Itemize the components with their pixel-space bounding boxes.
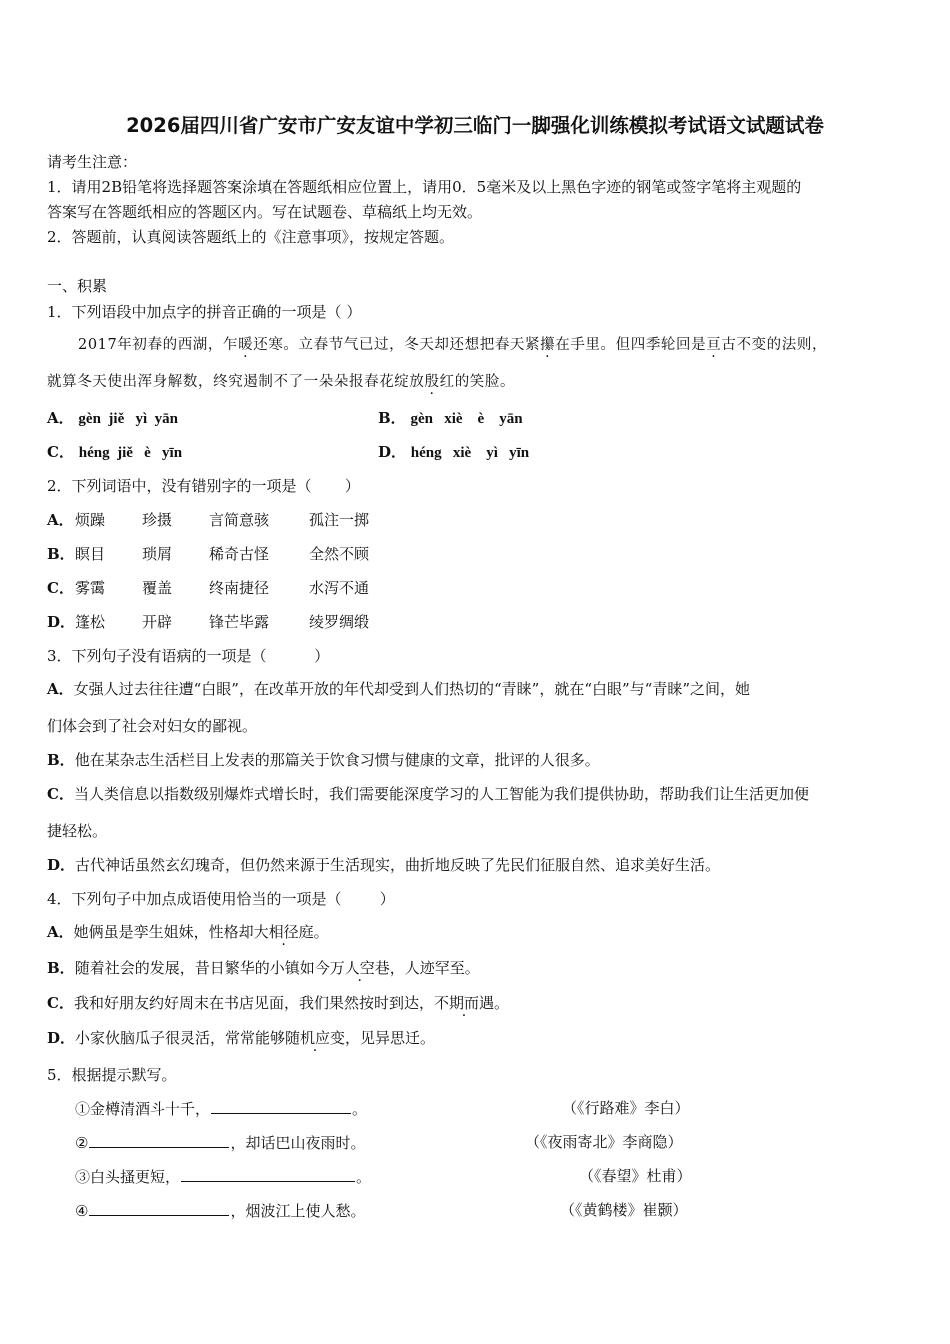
- question-number: 3．: [47, 647, 72, 665]
- fill-blank[interactable]: [89, 1200, 229, 1216]
- q3-option-c-line-1: [47, 784, 809, 804]
- option-text: 当人类信息以指数级别爆炸式增长时，我们需要能深度学习的人工智能为我们提供协助，帮助我们让生活更加便: [73, 785, 809, 803]
- option-label: C．: [47, 443, 74, 461]
- option-text: 古代神话虽然玄幻瑰奇，但仍然来源于生活现实，曲折地反映了先民们征服自然、追求美好生活。: [75, 856, 721, 874]
- q2-d-word-1: 篷松: [75, 613, 106, 631]
- q3-option-d: [47, 855, 720, 875]
- option-label: D．: [47, 1029, 76, 1047]
- question-stem: 下列语段中加点字的拼音正确的一项是（ ）: [71, 303, 362, 321]
- dotted-char: 暖: [238, 337, 254, 353]
- fill-blank[interactable]: [89, 1132, 229, 1148]
- poem-text: ③白头搔更短，: [75, 1168, 181, 1186]
- question-4: [47, 889, 395, 909]
- q2-b-word-4: 全然不顾: [309, 545, 370, 563]
- dotted-char: 殷: [424, 374, 440, 390]
- fill-blank[interactable]: [181, 1166, 355, 1182]
- poem-text: ②: [75, 1134, 89, 1152]
- q1-option-b: [378, 408, 523, 429]
- option-label: C．: [47, 579, 74, 597]
- q2-d-word-3: 锋芒毕露: [209, 613, 270, 631]
- option-text: 我和好朋友约好周末在书店见面，我们果然按时到达，: [73, 994, 434, 1012]
- notice-item-1-line-1: 1．请用2B铅笔将选择题答案涂填在答题纸相应位置上，请用0．5毫米及以上黑色字迹的钢笔或签字笔将主观题的: [47, 178, 802, 196]
- option-text: 随着社会的发展，昔日繁华的小镇如今: [74, 959, 330, 977]
- q2-option-c: [47, 578, 74, 598]
- question-5: [47, 1065, 177, 1085]
- poem-text: ④: [75, 1202, 89, 1220]
- option-label: C．: [47, 994, 74, 1012]
- q2-c-word-3: 终南捷径: [209, 579, 270, 597]
- poem-text: 。: [352, 1100, 368, 1118]
- q5-line-3-source: （《春望》杜甫）: [579, 1167, 692, 1185]
- q1-passage-line-2: [47, 372, 515, 392]
- q5-line-4-source: （《黄鹤楼》崔颢）: [560, 1201, 688, 1219]
- option-label: D．: [378, 443, 407, 461]
- page-title: 2026届四川省广安市广安友谊中学初三临门一脚强化训练模拟考试语文试题试卷: [126, 114, 824, 137]
- option-text: 。: [313, 923, 329, 941]
- q5-line-1-source: （《行路难》李白）: [562, 1099, 690, 1117]
- dotted-idiom: 不期而遇: [433, 994, 494, 1012]
- option-label: B．: [47, 545, 75, 563]
- question-number: 4．: [47, 890, 72, 908]
- option-label: C．: [47, 785, 74, 803]
- q1-option-c: [47, 442, 182, 463]
- q1-option-a: [47, 408, 178, 429]
- option-text: gèn xiè è yān: [410, 411, 523, 427]
- passage-text: 2017年初春的西湖，乍: [78, 337, 239, 353]
- passage-text: 就算冬天使出浑身解数，终究遏制不了一朵朵报春花绽放: [47, 374, 425, 390]
- q4-option-a: [47, 922, 329, 942]
- notice-item-2: 2．答题前，认真阅读答题纸上的《注意事项》，按规定答题。: [47, 228, 455, 246]
- q2-c-word-1: 雾霭: [75, 579, 106, 597]
- question-stem: 根据提示默写。: [71, 1066, 177, 1084]
- q4-option-d: [47, 1028, 435, 1048]
- section-heading: 一、积累: [47, 277, 108, 295]
- q2-b-word-3: 稀奇古怪: [209, 545, 270, 563]
- question-number: 1．: [47, 303, 72, 321]
- question-2: [47, 476, 360, 496]
- q4-option-c: [47, 993, 509, 1013]
- passage-text: 红的笑脸。: [439, 374, 516, 390]
- notice-item-1-line-2: 答案写在答题纸相应的答题区内。写在试题卷、草稿纸上均无效。: [47, 203, 483, 221]
- q1-option-d: [378, 442, 529, 463]
- q2-a-word-1: 烦躁: [75, 511, 106, 529]
- dotted-idiom: 大相径庭: [253, 923, 314, 941]
- notice-heading: 请考生注意：: [47, 153, 138, 171]
- poem-text: ①金樽清酒斗十千，: [75, 1100, 211, 1118]
- option-label: B．: [47, 959, 75, 977]
- poem-text: ，却话巴山夜雨时。: [230, 1134, 366, 1152]
- question-number: 2．: [47, 477, 72, 495]
- q2-a-word-2: 珍摄: [142, 511, 173, 529]
- option-text: 。: [493, 994, 509, 1012]
- option-text: 女强人过去往往遭“白眼”，在改革开放的年代却受到人们热切的“青睐”，就在“白眼”与“青睐”之间，她: [73, 680, 750, 698]
- fill-blank[interactable]: [211, 1098, 351, 1114]
- option-label: B．: [378, 409, 406, 427]
- dotted-char: 攥: [540, 337, 556, 353]
- option-label: D．: [47, 613, 76, 631]
- dotted-idiom: 万人空巷: [329, 959, 390, 977]
- option-text: gèn jiě yì yān: [78, 411, 179, 427]
- question-stem: 下列句子没有语病的一项是（ ）: [71, 647, 330, 665]
- q2-d-word-4: 绫罗绸缎: [309, 613, 370, 631]
- q2-b-word-2: 琐屑: [142, 545, 173, 563]
- option-label: A．: [47, 409, 74, 427]
- q2-a-word-3: 言简意骇: [209, 511, 270, 529]
- question-number: 5．: [47, 1066, 72, 1084]
- q2-a-word-4: 孤注一掷: [309, 511, 370, 529]
- option-text: héng jiě è yīn: [78, 445, 183, 461]
- q3-option-a-line-2: 们体会到了社会对妇女的鄙视。: [47, 717, 258, 735]
- option-text: ，见异思迁。: [345, 1029, 436, 1047]
- q2-c-word-4: 水泻不通: [309, 579, 370, 597]
- dotted-char: 亘: [706, 337, 722, 353]
- question-3: [47, 646, 329, 666]
- option-text: 她俩虽是孪生姐妹，性格却: [73, 923, 254, 941]
- q5-line-4: [75, 1200, 365, 1221]
- poem-text: 。: [356, 1168, 372, 1186]
- q5-line-2: [75, 1132, 365, 1153]
- q1-passage-line-1: [78, 335, 827, 355]
- passage-text: 在手里。但四季轮回是: [555, 337, 707, 353]
- question-stem: 下列词语中，没有错别字的一项是（ ）: [71, 477, 360, 495]
- passage-text: 还寒。立春节气已过，冬天却还想把春天紧: [253, 337, 541, 353]
- q5-line-1: [75, 1098, 367, 1119]
- question-1: [47, 302, 361, 322]
- q2-option-b: [47, 544, 75, 564]
- q2-option-a: [47, 510, 74, 530]
- option-label: D．: [47, 856, 76, 874]
- q3-option-a-line-1: [47, 679, 750, 699]
- option-label: A．: [47, 923, 74, 941]
- q3-option-c-line-2: 捷轻松。: [47, 822, 108, 840]
- option-label: A．: [47, 680, 74, 698]
- q2-b-word-1: 瞑目: [75, 545, 106, 563]
- passage-text: 古不变的法则，: [721, 337, 828, 353]
- q4-option-b: [47, 958, 480, 978]
- question-stem: 下列句子中加点成语使用恰当的一项是（ ）: [71, 890, 395, 908]
- q3-option-b: [47, 750, 600, 770]
- q5-line-3: [75, 1166, 371, 1187]
- option-text: 他在某杂志生活栏目上发表的那篇关于饮食习惯与健康的文章，批评的人很多。: [74, 751, 600, 769]
- poem-text: ，烟波江上使人愁。: [230, 1202, 366, 1220]
- option-label: B．: [47, 751, 75, 769]
- option-text: héng xiè yì yīn: [410, 445, 530, 461]
- q2-d-word-2: 开辟: [142, 613, 173, 631]
- option-label: A．: [47, 511, 74, 529]
- q2-option-d: [47, 612, 75, 632]
- option-text: 小家伙脑瓜子很灵活，常常能够: [75, 1029, 286, 1047]
- option-text: ，人迹罕至。: [389, 959, 480, 977]
- q5-line-2-source: （《夜雨寄北》李商隐）: [525, 1133, 683, 1151]
- dotted-idiom: 随机应变: [285, 1029, 346, 1047]
- q2-c-word-2: 覆盖: [142, 579, 173, 597]
